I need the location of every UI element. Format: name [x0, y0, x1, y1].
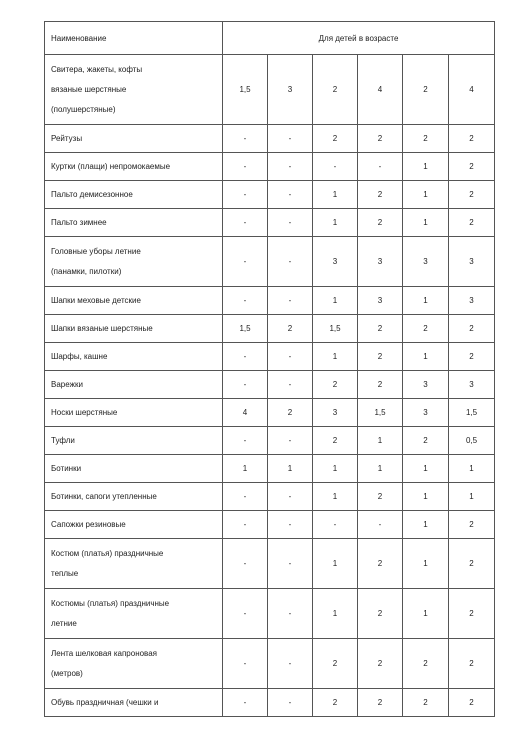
quantity-cell: 3 [268, 55, 313, 125]
item-name-line: Куртки (плащи) непромокаемые [51, 161, 171, 171]
quantity-cell: 4 [358, 55, 403, 125]
quantity-cell: 2 [449, 539, 495, 589]
quantity-cell: 1 [223, 455, 268, 483]
item-name-cell [45, 371, 223, 399]
item-name-line: Рейтузы [51, 133, 83, 143]
item-name-cell [45, 209, 223, 237]
quantity-cell: - [268, 153, 313, 181]
quantity-cell: 1,5 [223, 315, 268, 343]
quantity-cell: - [268, 689, 313, 717]
quantity-cell: 2 [449, 343, 495, 371]
quantity-cell: 1 [313, 343, 358, 371]
quantity-cell: 3 [403, 399, 449, 427]
quantity-cell: 2 [358, 639, 403, 689]
table-row [45, 153, 495, 181]
quantity-cell: 2 [313, 689, 358, 717]
item-name-line: Ботинки, сапоги утепленные [51, 491, 157, 501]
table-row [45, 371, 495, 399]
quantity-cell: 4 [449, 55, 495, 125]
quantity-cell: - [223, 237, 268, 287]
quantity-cell: - [223, 153, 268, 181]
table-row [45, 315, 495, 343]
item-name-line: Обувь праздничная (чешки и [51, 697, 159, 707]
quantity-cell: - [268, 209, 313, 237]
table-row [45, 427, 495, 455]
table-row [45, 455, 495, 483]
quantity-cell: 2 [449, 589, 495, 639]
item-name-line: теплые [51, 568, 79, 578]
table-row [45, 237, 495, 287]
quantity-cell: 2 [358, 181, 403, 209]
quantity-cell: 2 [358, 689, 403, 717]
quantity-cell: - [223, 125, 268, 153]
quantity-cell: - [223, 511, 268, 539]
item-name-cell [45, 483, 223, 511]
quantity-cell: - [313, 511, 358, 539]
quantity-cell: - [358, 511, 403, 539]
quantity-cell: - [268, 343, 313, 371]
quantity-cell: 2 [403, 427, 449, 455]
quantity-cell: 1 [403, 455, 449, 483]
quantity-cell: - [268, 639, 313, 689]
item-name-line: Носки шерстяные [51, 407, 118, 417]
item-name-cell [45, 427, 223, 455]
quantity-cell: 2 [358, 539, 403, 589]
item-name-line: летние [51, 618, 77, 628]
quantity-cell: - [268, 511, 313, 539]
table-row [45, 483, 495, 511]
table-row [45, 209, 495, 237]
quantity-cell: 2 [358, 589, 403, 639]
quantity-cell: 1,5 [223, 55, 268, 125]
name-column-header: Наименование [45, 22, 223, 55]
quantity-cell: 3 [449, 371, 495, 399]
quantity-cell: 1 [313, 181, 358, 209]
quantity-cell: 1 [358, 455, 403, 483]
quantity-cell: - [268, 427, 313, 455]
quantity-cell: 2 [449, 209, 495, 237]
table-row [45, 343, 495, 371]
quantity-cell: 2 [449, 125, 495, 153]
item-name-cell [45, 315, 223, 343]
quantity-cell: 3 [403, 237, 449, 287]
item-name-cell [45, 125, 223, 153]
item-name-line: Пальто зимнее [51, 217, 107, 227]
item-name-line: Костюмы (платья) праздничные [51, 598, 170, 608]
item-name-cell [45, 399, 223, 427]
quantity-cell: 1 [358, 427, 403, 455]
item-name-cell [45, 237, 223, 287]
quantity-cell: 2 [358, 209, 403, 237]
quantity-cell: 0,5 [449, 427, 495, 455]
quantity-cell: 2 [268, 315, 313, 343]
quantity-cell: 2 [358, 125, 403, 153]
item-name-cell [45, 539, 223, 589]
quantity-cell: 2 [403, 55, 449, 125]
age-group-column-header: Для детей в возрасте [223, 22, 495, 55]
item-name-line: Лента шелковая капроновая [51, 648, 157, 658]
quantity-cell: - [268, 539, 313, 589]
quantity-cell: 1 [268, 455, 313, 483]
table-row [45, 511, 495, 539]
quantity-cell: 1 [403, 343, 449, 371]
quantity-cell: 2 [449, 689, 495, 717]
quantity-cell: 1 [403, 181, 449, 209]
quantity-cell: 2 [403, 639, 449, 689]
quantity-cell: 1 [313, 589, 358, 639]
quantity-cell: - [268, 589, 313, 639]
quantity-cell: 1 [403, 483, 449, 511]
quantity-cell: 2 [313, 639, 358, 689]
quantity-cell: 3 [449, 287, 495, 315]
item-name-line: (панамки, пилотки) [51, 266, 122, 276]
quantity-cell: 2 [403, 689, 449, 717]
quantity-cell: 2 [358, 483, 403, 511]
quantity-cell: - [223, 181, 268, 209]
quantity-cell: 1 [313, 539, 358, 589]
table-row [45, 55, 495, 125]
quantity-cell: 2 [358, 315, 403, 343]
quantity-cell: 2 [403, 315, 449, 343]
clothing-norms-table [44, 21, 495, 717]
item-name-line: Костюм (платья) праздничные [51, 548, 164, 558]
quantity-cell: - [268, 125, 313, 153]
quantity-cell: - [223, 371, 268, 399]
quantity-cell: - [268, 483, 313, 511]
item-name-line: Шарфы, кашне [51, 351, 108, 361]
quantity-cell: - [223, 689, 268, 717]
quantity-cell: 1 [313, 209, 358, 237]
quantity-cell: 1 [403, 511, 449, 539]
item-name-line: вязаные шерстяные [51, 84, 127, 94]
item-name-cell [45, 639, 223, 689]
item-name-cell [45, 589, 223, 639]
item-name-cell [45, 55, 223, 125]
item-name-line: (метров) [51, 668, 83, 678]
quantity-cell: 2 [403, 125, 449, 153]
quantity-cell: 1 [449, 455, 495, 483]
quantity-cell: - [268, 237, 313, 287]
item-name-cell [45, 689, 223, 717]
item-name-line: Головные уборы летние [51, 246, 141, 256]
quantity-cell: - [223, 209, 268, 237]
item-name-cell [45, 511, 223, 539]
item-name-line: (полушерстяные) [51, 104, 116, 114]
item-name-line: Туфли [51, 435, 75, 445]
quantity-cell: - [268, 287, 313, 315]
item-name-cell [45, 287, 223, 315]
table-row [45, 589, 495, 639]
quantity-cell: - [223, 287, 268, 315]
table-row [45, 639, 495, 689]
quantity-cell: - [223, 589, 268, 639]
item-name-cell [45, 153, 223, 181]
quantity-cell: 1,5 [358, 399, 403, 427]
quantity-cell: 2 [449, 153, 495, 181]
quantity-cell: 1,5 [449, 399, 495, 427]
quantity-cell: - [313, 153, 358, 181]
quantity-cell: 3 [313, 237, 358, 287]
quantity-cell: 3 [358, 237, 403, 287]
item-name-line: Варежки [51, 379, 83, 389]
quantity-cell: 2 [313, 371, 358, 399]
quantity-cell: - [223, 343, 268, 371]
quantity-cell: 2 [358, 371, 403, 399]
quantity-cell: 3 [358, 287, 403, 315]
item-name-cell [45, 181, 223, 209]
item-name-line: Сапожки резиновые [51, 519, 126, 529]
table-row [45, 181, 495, 209]
table-row [45, 125, 495, 153]
quantity-cell: 1 [403, 287, 449, 315]
item-name-line: Пальто демисезонное [51, 189, 133, 199]
quantity-cell: 1 [403, 153, 449, 181]
quantity-cell: 2 [449, 511, 495, 539]
quantity-cell: 2 [313, 55, 358, 125]
table-row [45, 689, 495, 717]
table-row [45, 399, 495, 427]
quantity-cell: 4 [223, 399, 268, 427]
quantity-cell: 2 [313, 125, 358, 153]
quantity-cell: - [223, 539, 268, 589]
table-row [45, 287, 495, 315]
table-row [45, 539, 495, 589]
quantity-cell: - [358, 153, 403, 181]
quantity-cell: 1,5 [313, 315, 358, 343]
quantity-cell: 1 [403, 539, 449, 589]
item-name-cell [45, 455, 223, 483]
item-name-line: Шапки меховые детские [51, 295, 141, 305]
quantity-cell: 1 [403, 209, 449, 237]
quantity-cell: 3 [403, 371, 449, 399]
item-name-line: Шапки вязаные шерстяные [51, 323, 153, 333]
quantity-cell: 2 [358, 343, 403, 371]
quantity-cell: 1 [313, 483, 358, 511]
quantity-cell: - [223, 483, 268, 511]
item-name-cell [45, 343, 223, 371]
quantity-cell: - [223, 427, 268, 455]
quantity-cell: 3 [449, 237, 495, 287]
quantity-cell: 1 [313, 455, 358, 483]
quantity-cell: 2 [449, 639, 495, 689]
quantity-cell: - [268, 181, 313, 209]
quantity-cell: - [268, 371, 313, 399]
quantity-cell: 2 [313, 427, 358, 455]
quantity-cell: 2 [449, 315, 495, 343]
item-name-line: Свитера, жакеты, кофты [51, 64, 143, 74]
item-name-line: Ботинки [51, 463, 82, 473]
quantity-cell: 2 [449, 181, 495, 209]
quantity-cell: - [223, 639, 268, 689]
quantity-cell: 2 [268, 399, 313, 427]
quantity-cell: 1 [403, 589, 449, 639]
table-header-row [45, 22, 495, 55]
quantity-cell: 1 [449, 483, 495, 511]
quantity-cell: 1 [313, 287, 358, 315]
quantity-cell: 3 [313, 399, 358, 427]
